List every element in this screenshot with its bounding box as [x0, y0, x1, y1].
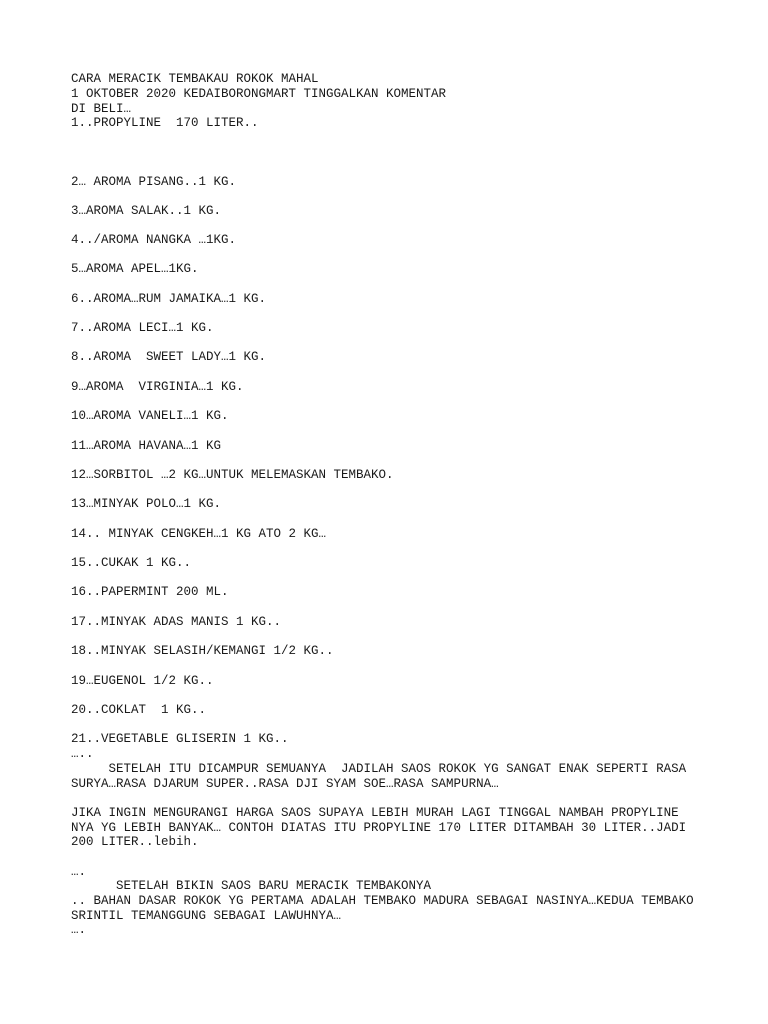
- list-item: 5…AROMA APEL…1KG.: [71, 262, 199, 276]
- paragraph-line: SURYA…RASA DJARUM SUPER..RASA DJI SYAM SOE…RASA SAMPURNA…: [71, 777, 499, 791]
- list-item: 19…EUGENOL 1/2 KG..: [71, 674, 214, 688]
- document-meta-2: DI BELI…: [71, 102, 132, 116]
- document-title: CARA MERACIK TEMBAKAU ROKOK MAHAL: [71, 72, 319, 86]
- list-item: 4../AROMA NANGKA …1KG.: [71, 233, 237, 247]
- ellipsis-separator: ….: [71, 923, 87, 937]
- list-item: 7..AROMA LECI…1 KG.: [71, 321, 214, 335]
- list-item: 16..PAPERMINT 200 ML.: [71, 585, 229, 599]
- ellipsis-separator: ….: [71, 865, 87, 879]
- list-item: 2… AROMA PISANG..1 KG.: [71, 175, 237, 189]
- ellipsis-separator: …..: [71, 747, 94, 761]
- list-item: 3…AROMA SALAK..1 KG.: [71, 204, 222, 218]
- list-item: 10…AROMA VANELI…1 KG.: [71, 409, 229, 423]
- paragraph-line: SETELAH ITU DICAMPUR SEMUANYA JADILAH SAOS ROKOK YG SANGAT ENAK SEPERTI RASA: [71, 762, 687, 776]
- list-item: 21..VEGETABLE GLISERIN 1 KG..: [71, 732, 289, 746]
- list-item: 12…SORBITOL …2 KG…UNTUK MELEMASKAN TEMBAKO.: [71, 468, 394, 482]
- list-item: 14.. MINYAK CENGKEH…1 KG ATO 2 KG…: [71, 527, 327, 541]
- list-item: 11…AROMA HAVANA…1 KG: [71, 439, 222, 453]
- list-item: 1..PROPYLINE 170 LITER..: [71, 116, 259, 130]
- list-item: 15..CUKAK 1 KG..: [71, 556, 192, 570]
- list-item: 18..MINYAK SELASIH/KEMANGI 1/2 KG..: [71, 644, 334, 658]
- paragraph-line: NYA YG LEBIH BANYAK… CONTOH DIATAS ITU PROPYLINE 170 LITER DITAMBAH 30 LITER..JADI: [71, 821, 687, 835]
- list-item: 8..AROMA SWEET LADY…1 KG.: [71, 350, 267, 364]
- list-item: 17..MINYAK ADAS MANIS 1 KG..: [71, 615, 282, 629]
- paragraph-line: JIKA INGIN MENGURANGI HARGA SAOS SUPAYA LEBIH MURAH LAGI TINGGAL NAMBAH PROPYLINE: [71, 806, 679, 820]
- paragraph-line: SRINTIL TEMANGGUNG SEBAGAI LAWUHNYA…: [71, 909, 342, 923]
- paragraph-line: 200 LITER..lebih.: [71, 835, 199, 849]
- paragraph-line: SETELAH BIKIN SAOS BARU MERACIK TEMBAKONYA: [71, 879, 432, 893]
- document-meta: 1 OKTOBER 2020 KEDAIBORONGMART TINGGALKAN KOMENTAR: [71, 87, 447, 101]
- list-item: 20..COKLAT 1 KG..: [71, 703, 207, 717]
- list-item: 6..AROMA…RUM JAMAIKA…1 KG.: [71, 292, 267, 306]
- list-item: 9…AROMA VIRGINIA…1 KG.: [71, 380, 244, 394]
- list-item: 13…MINYAK POLO…1 KG.: [71, 497, 222, 511]
- paragraph-line: .. BAHAN DASAR ROKOK YG PERTAMA ADALAH TEMBAKO MADURA SEBAGAI NASINYA…KEDUA TEMBAKO: [71, 894, 694, 908]
